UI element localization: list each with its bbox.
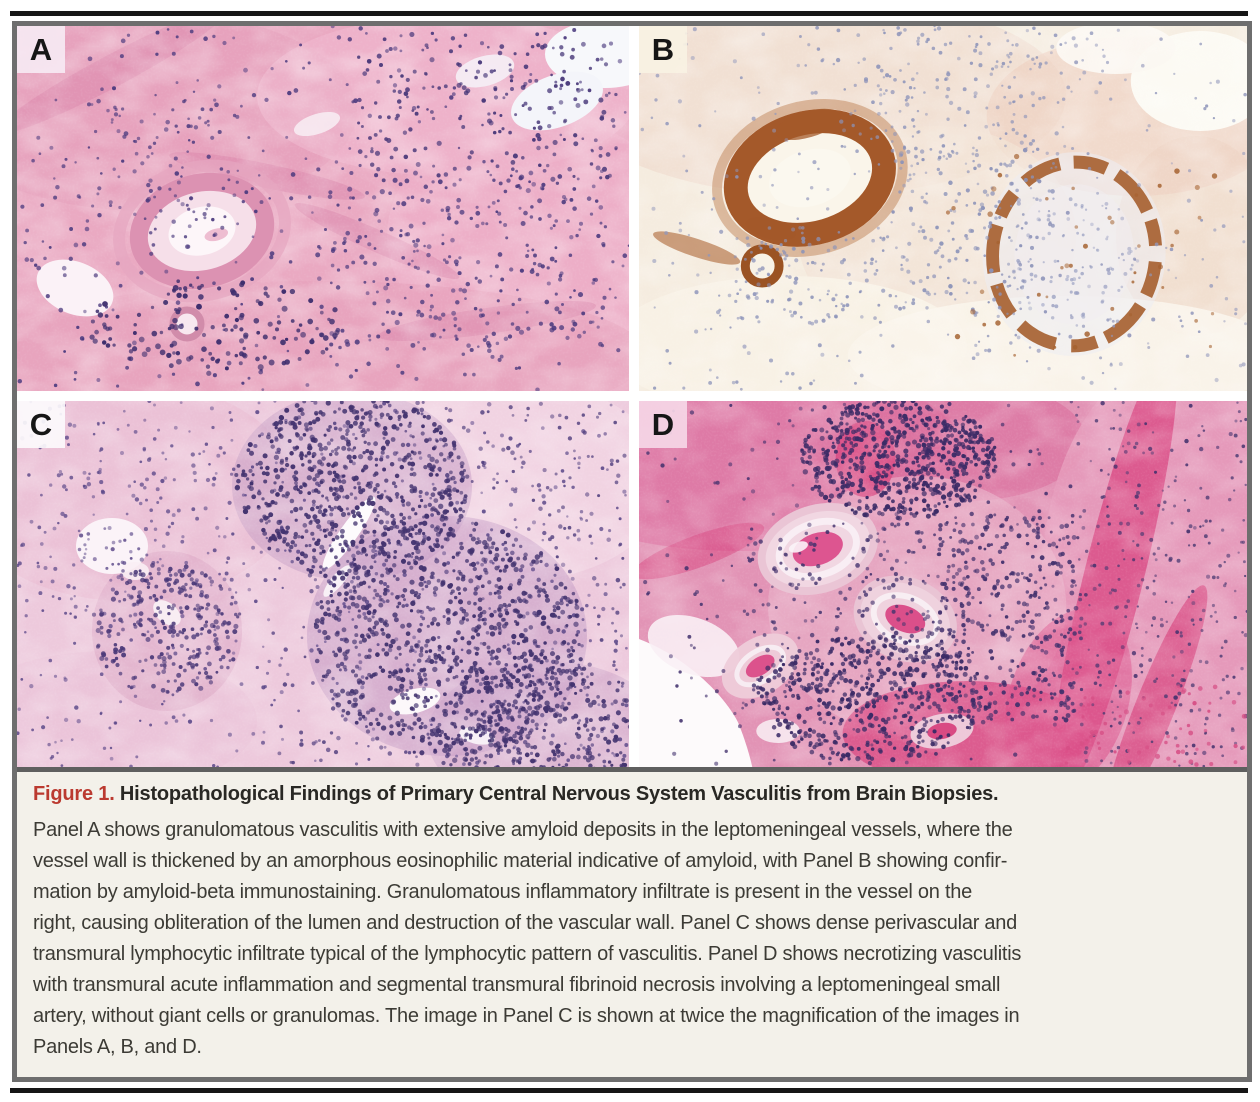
panel-b-micrograph [639, 26, 1247, 391]
panel-c-micrograph [17, 401, 629, 767]
figure-frame [12, 21, 1252, 1082]
caption-line: Panels A, B, and D. [33, 1036, 202, 1058]
figure-title: Histopathological Findings of Primary Central Nervous System Vasculitis from Brain Biopsies. [114, 783, 999, 805]
panel-a-micrograph [17, 26, 629, 391]
panel-c [17, 401, 629, 767]
figure-number: Figure 1. [33, 783, 115, 805]
caption-line: right, causing obliteration of the lumen and destruction of the vascular wall. Panel C shows dense perivascular and [33, 912, 1018, 934]
panels-grid [17, 26, 1247, 767]
panel-b-letter: B [651, 32, 675, 67]
caption-line: Panel A shows granulomatous vasculitis with extensive amyloid deposits in the leptomeningeal vessels, where the [33, 819, 1013, 841]
caption-line: vessel wall is thickened by an amorphous eosinophilic material indicative of amyloid, with Panel B showing confir- [33, 850, 1008, 872]
panel-d-micrograph [639, 401, 1247, 767]
figure-caption [17, 772, 1247, 1077]
caption-line: artery, without giant cells or granulomas. The image in Panel C is shown at twice the magnification of the images in [33, 1005, 1020, 1027]
panel-d-letter: D [651, 407, 675, 442]
top-rule [10, 11, 1248, 16]
panel-b [639, 26, 1247, 391]
panel-c-letter: C [29, 407, 53, 442]
bottom-rule [10, 1088, 1248, 1093]
panel-d [639, 401, 1247, 767]
caption-title [33, 783, 1233, 806]
caption-line: mation by amyloid-beta immunostaining. Granulomatous inflammatory infiltrate is present in the vessel on the [33, 881, 973, 903]
panel-c-label [17, 401, 65, 448]
caption-line: with transmural acute inflammation and segmental transmural fibrinoid necrosis involving a leptomeningeal small [33, 974, 1001, 996]
caption-line: transmural lymphocytic infiltrate typical of the lymphocytic pattern of vasculitis. Panel D shows necrotizing vasculitis [33, 943, 1022, 965]
panel-d-label [639, 401, 687, 448]
panel-a-label [17, 26, 65, 73]
panel-a [17, 26, 629, 391]
caption-body [33, 815, 1233, 1063]
panel-a-letter: A [29, 32, 53, 67]
panel-b-label [639, 26, 687, 73]
